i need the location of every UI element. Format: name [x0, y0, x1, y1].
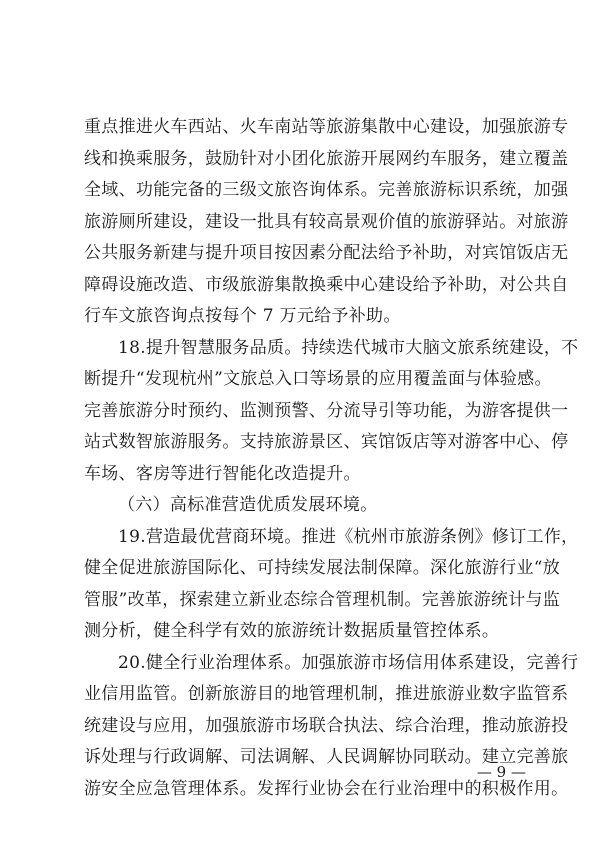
- text-line: 游安全应急管理体系。发挥行业协会在行业治理中的积极作用。: [84, 779, 569, 799]
- text-line: 诉处理与行政调解、司法调解、人民调解协同联动。建立完善旅: [84, 747, 569, 767]
- section-heading: （六）高标准营造优质发展环境。: [118, 495, 378, 515]
- text-line: 公共服务新建与提升项目按因素分配法给予补助，对宾馆饭店无: [84, 243, 569, 263]
- text-line: 业信用监管。创新旅游目的地管理机制，推进旅游业数字监管系: [84, 684, 569, 704]
- text-line: 行车文旅咨询点按每个 7 万元给予补助。: [84, 306, 401, 326]
- text-line: 线和换乘服务，鼓励针对小团化旅游开展网约车服务，建立覆盖: [84, 149, 569, 169]
- text-line: 19.营造最优营商环境。推进《杭州市旅游条例》修订工作，: [118, 527, 579, 547]
- text-line: 健全促进旅游国际化、可持续发展法制保障。深化旅游行业“放: [84, 558, 561, 578]
- text-line: 完善旅游分时预约、监测预警、分流导引等功能，为游客提供一: [84, 401, 569, 421]
- text-line: 重点推进火车西站、火车南站等旅游集散中心建设，加强旅游专: [84, 117, 569, 137]
- text-line: 断提升“发现杭州”文旅总入口等场景的应用覆盖面与体验感。: [84, 369, 552, 389]
- text-line: 障碍设施改造、市级旅游集散换乘中心建设给予补助，对公共自: [84, 275, 569, 295]
- text-line: 18.提升智慧服务品质。持续迭代城市大脑文旅系统建设，不: [118, 338, 579, 358]
- text-line: 20.健全行业治理体系。加强旅游市场信用体系建设，完善行: [118, 653, 579, 673]
- text-line: 全域、功能完备的三级文旅咨询体系。完善旅游标识系统，加强: [84, 180, 569, 200]
- text-line: 车场、客房等进行智能化改造提升。: [84, 464, 361, 484]
- page-number: — 9 —: [476, 763, 526, 781]
- text-line: 管服”改革，探索建立新业态综合管理机制。完善旅游统计与监: [84, 590, 561, 610]
- text-line: 统建设与应用，加强旅游市场联合执法、综合治理，推动旅游投: [84, 716, 569, 736]
- text-line: 测分析，健全科学有效的旅游统计数据质量管控体系。: [84, 621, 500, 641]
- text-line: 旅游厕所建设，建设一批具有较高景观价值的旅游驿站。对旅游: [84, 212, 569, 232]
- text-line: 站式数智旅游服务。支持旅游景区、宾馆饭店等对游客中心、停: [84, 432, 569, 452]
